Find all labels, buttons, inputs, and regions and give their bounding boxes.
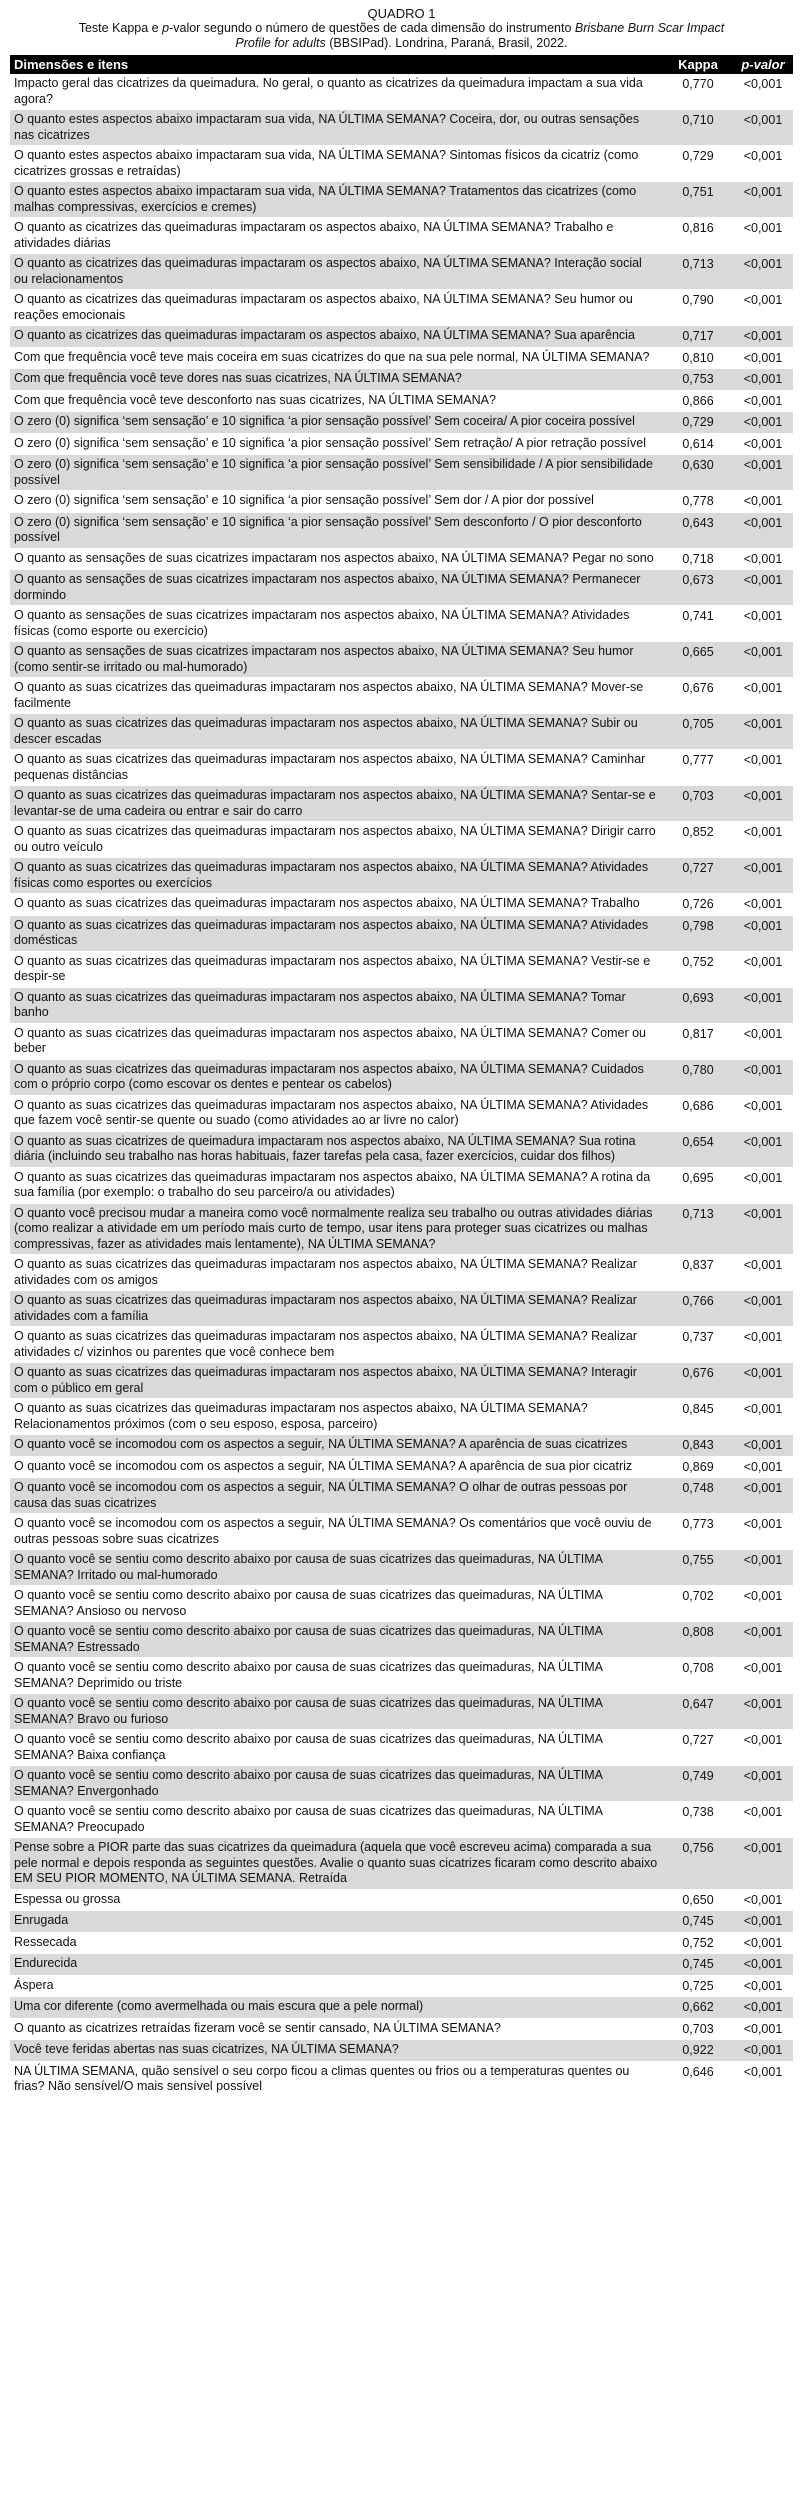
table-row [10,182,793,218]
pvalue-cell: <0,001 [733,1622,793,1658]
pvalue-cell: <0,001 [733,1838,793,1890]
item-cell: O quanto as cicatrizes das queimaduras impactaram os aspectos abaixo, NA ÚLTIMA SEMANA? Trabalho e atividades diárias [10,218,663,254]
kappa-cell: 0,676 [663,678,733,714]
kappa-cell: 0,695 [663,1167,733,1203]
item-cell: Áspera [10,1975,663,1997]
table-row [10,1766,793,1802]
table-row [10,1622,793,1658]
kappa-cell: 0,778 [663,491,733,513]
pvalue-cell: <0,001 [733,110,793,146]
table-row [10,390,793,412]
kappa-cell: 0,713 [663,1203,733,1255]
pvalue-cell: <0,001 [733,548,793,570]
item-cell: O zero (0) significa ‘sem sensação’ e 10 significa ‘a pior sensação possível’ Sem dor / A pior dor possível [10,491,663,513]
pvalue-cell: <0,001 [733,1514,793,1550]
kappa-cell: 0,703 [663,2018,733,2040]
pvalue-cell: <0,001 [733,1059,793,1095]
item-cell: O quanto as suas cicatrizes das queimaduras impactaram nos aspectos abaixo, NA ÚLTIMA SEMANA? Relacionamentos próximos (com o seu esposo, esposa, parceiro) [10,1399,663,1435]
table-row [10,1023,793,1059]
caption-description [10,21,793,51]
kappa-cell: 0,654 [663,1131,733,1167]
item-cell: O quanto as suas cicatrizes das queimaduras impactaram nos aspectos abaixo, NA ÚLTIMA SEMANA? Cuidados com o próprio corpo (como escovar os dentes e pentear os cabelos) [10,1059,663,1095]
table-row [10,1838,793,1890]
item-cell: O quanto as suas cicatrizes das queimaduras impactaram nos aspectos abaixo, NA ÚLTIMA SEMANA? Realizar atividades c/ vizinhos ou parentes que você conhece bem [10,1327,663,1363]
kappa-cell: 0,752 [663,1932,733,1954]
kappa-cell: 0,922 [663,2040,733,2062]
header-kappa: Kappa [663,55,733,74]
kappa-cell: 0,718 [663,548,733,570]
kappa-cell: 0,852 [663,822,733,858]
item-cell: O quanto as sensações de suas cicatrizes impactaram nos aspectos abaixo, NA ÚLTIMA SEMANA? Pegar no sono [10,548,663,570]
kappa-cell: 0,741 [663,606,733,642]
item-cell: O quanto você se sentiu como descrito abaixo por causa de suas cicatrizes das queimaduras, NA ÚLTIMA SEMANA? Envergonhado [10,1766,663,1802]
item-cell: O zero (0) significa ‘sem sensação’ e 10 significa ‘a pior sensação possível’ Sem retração/ A pior retração possível [10,433,663,455]
item-cell: O quanto as sensações de suas cicatrizes impactaram nos aspectos abaixo, NA ÚLTIMA SEMANA? Seu humor (como sentir-se irritado ou mal-humorado) [10,642,663,678]
kappa-cell: 0,673 [663,570,733,606]
item-cell: O quanto as suas cicatrizes das queimaduras impactaram nos aspectos abaixo, NA ÚLTIMA SEMANA? Realizar atividades com a família [10,1291,663,1327]
table-row [10,951,793,987]
pvalue-cell: <0,001 [733,1478,793,1514]
pvalue-cell: <0,001 [733,714,793,750]
kappa-cell: 0,748 [663,1478,733,1514]
table-row [10,1399,793,1435]
kappa-cell: 0,703 [663,786,733,822]
pvalue-cell: <0,001 [733,1023,793,1059]
pvalue-cell: <0,001 [733,1291,793,1327]
kappa-cell: 0,710 [663,110,733,146]
item-cell: O quanto as suas cicatrizes das queimaduras impactaram nos aspectos abaixo, NA ÚLTIMA SEMANA? Atividades físicas como esportes ou exercícios [10,858,663,894]
item-cell: O quanto você se incomodou com os aspectos a seguir, NA ÚLTIMA SEMANA? A aparência de suas cicatrizes [10,1435,663,1457]
kappa-cell: 0,662 [663,1997,733,2019]
table-row [10,822,793,858]
pvalue-cell: <0,001 [733,1550,793,1586]
item-cell: O quanto as suas cicatrizes das queimaduras impactaram nos aspectos abaixo, NA ÚLTIMA SEMANA? Subir ou descer escadas [10,714,663,750]
caption-title: QUADRO 1 [367,6,436,21]
item-cell: NA ÚLTIMA SEMANA, quão sensível o seu corpo ficou a climas quentes ou frios ou a temperaturas quentes ou frias? Não sensível/O mais sensível possível [10,2061,663,2097]
pvalue-cell: <0,001 [733,1730,793,1766]
caption-text: (BBSIPad). Londrina, Paraná, Brasil, 2022. [325,36,568,50]
item-cell: O quanto as suas cicatrizes das queimaduras impactaram nos aspectos abaixo, NA ÚLTIMA SEMANA? Realizar atividades com os amigos [10,1255,663,1291]
pvalue-cell: <0,001 [733,1255,793,1291]
table-row [10,858,793,894]
table-row [10,1291,793,1327]
kappa-cell: 0,749 [663,1766,733,1802]
pvalue-cell: <0,001 [733,1586,793,1622]
kappa-cell: 0,745 [663,1911,733,1933]
item-cell: O quanto você precisou mudar a maneira como você normalmente realiza seu trabalho ou outras atividades diárias (como realizar a atividade em um período mais curto de tempo, usar itens para proteger suas cicatrizes ou malhas compressivas, fazer as atividades mais lentamente), NA ÚLTIMA SEMANA? [10,1203,663,1255]
pvalue-cell: <0,001 [733,951,793,987]
table-row [10,2018,793,2040]
pvalue-cell: <0,001 [733,1399,793,1435]
table-row [10,987,793,1023]
item-cell: Enrugada [10,1911,663,1933]
table-row [10,1658,793,1694]
item-cell: O quanto as suas cicatrizes das queimaduras impactaram nos aspectos abaixo, NA ÚLTIMA SEMANA? Atividades que fazem você sentir-se quente ou suado (como atividades ao ar livre no calor) [10,1095,663,1131]
caption-text-italic: p [162,21,170,35]
pvalue-cell: <0,001 [733,1889,793,1911]
pvalue-cell: <0,001 [733,182,793,218]
pvalue-cell: <0,001 [733,894,793,916]
caption-text-italic: Brisbane Burn Scar Impact [574,21,725,35]
pvalue-cell: <0,001 [733,1363,793,1399]
item-cell: O zero (0) significa ‘sem sensação’ e 10 significa ‘a pior sensação possível’ Sem desconforto / O pior desconforto possível [10,512,663,548]
table-row [10,1363,793,1399]
item-cell: O quanto estes aspectos abaixo impactaram sua vida, NA ÚLTIMA SEMANA? Coceira, dor, ou outras sensações nas cicatrizes [10,110,663,146]
caption-text: -valor segundo o número de questões de cada dimensão do instrumento [169,21,575,35]
pvalue-cell: <0,001 [733,2018,793,2040]
pvalue-cell: <0,001 [733,1658,793,1694]
pvalue-cell: <0,001 [733,146,793,182]
kappa-cell: 0,773 [663,1514,733,1550]
table-row [10,218,793,254]
item-cell: Endurecida [10,1954,663,1976]
kappa-cell: 0,845 [663,1399,733,1435]
table-row [10,1694,793,1730]
kappa-cell: 0,808 [663,1622,733,1658]
pvalue-cell: <0,001 [733,455,793,491]
item-cell: O quanto as suas cicatrizes das queimaduras impactaram nos aspectos abaixo, NA ÚLTIMA SEMANA? Interagir com o público em geral [10,1363,663,1399]
kappa-cell: 0,869 [663,1456,733,1478]
table-row [10,1435,793,1457]
kappa-cell: 0,766 [663,1291,733,1327]
kappa-cell: 0,725 [663,1975,733,1997]
item-cell: O quanto as cicatrizes das queimaduras impactaram os aspectos abaixo, NA ÚLTIMA SEMANA? Interação social ou relacionamentos [10,254,663,290]
item-cell: Impacto geral das cicatrizes da queimadura. No geral, o quanto as cicatrizes da queimadura impactam a sua vida agora? [10,74,663,110]
item-cell: O quanto as suas cicatrizes das queimaduras impactaram nos aspectos abaixo, NA ÚLTIMA SEMANA? Dirigir carro ou outro veículo [10,822,663,858]
table-row [10,1095,793,1131]
item-cell: O quanto você se sentiu como descrito abaixo por causa de suas cicatrizes das queimaduras, NA ÚLTIMA SEMANA? Deprimido ou triste [10,1658,663,1694]
item-cell: O quanto as suas cicatrizes das queimaduras impactaram nos aspectos abaixo, NA ÚLTIMA SEMANA? Comer ou beber [10,1023,663,1059]
item-cell: O zero (0) significa ‘sem sensação’ e 10 significa ‘a pior sensação possível’ Sem coceira/ A pior coceira possível [10,412,663,434]
pvalue-cell: <0,001 [733,491,793,513]
item-cell: O quanto as suas cicatrizes das queimaduras impactaram nos aspectos abaixo, NA ÚLTIMA SEMANA? Mover-se facilmente [10,678,663,714]
table-row [10,1586,793,1622]
pvalue-cell: <0,001 [733,1131,793,1167]
table-row [10,1131,793,1167]
table-row [10,786,793,822]
table-row [10,512,793,548]
kappa-cell: 0,676 [663,1363,733,1399]
table-row [10,369,793,391]
table-row [10,326,793,348]
item-cell: Você teve feridas abertas nas suas cicatrizes, NA ÚLTIMA SEMANA? [10,2040,663,2062]
item-cell: O quanto você se sentiu como descrito abaixo por causa de suas cicatrizes das queimaduras, NA ÚLTIMA SEMANA? Bravo ou furioso [10,1694,663,1730]
caption-text-italic: Profile for adults [235,36,326,50]
kappa-cell: 0,843 [663,1435,733,1457]
table-row [10,1550,793,1586]
item-cell: O quanto você se sentiu como descrito abaixo por causa de suas cicatrizes das queimaduras, NA ÚLTIMA SEMANA? Ansioso ou nervoso [10,1586,663,1622]
pvalue-cell: <0,001 [733,326,793,348]
item-cell: O quanto as suas cicatrizes das queimaduras impactaram nos aspectos abaixo, NA ÚLTIMA SEMANA? Sentar-se e levantar-se de uma cadeira ou entrar e sair do carro [10,786,663,822]
kappa-table [10,55,793,2098]
pvalue-cell: <0,001 [733,1997,793,2019]
kappa-cell: 0,810 [663,347,733,369]
pvalue-cell: <0,001 [733,347,793,369]
table-row [10,1889,793,1911]
pvalue-cell: <0,001 [733,254,793,290]
pvalue-cell: <0,001 [733,412,793,434]
pvalue-cell: <0,001 [733,290,793,326]
item-cell: O quanto as suas cicatrizes das queimaduras impactaram nos aspectos abaixo, NA ÚLTIMA SEMANA? Caminhar pequenas distâncias [10,750,663,786]
pvalue-cell: <0,001 [733,678,793,714]
kappa-cell: 0,798 [663,915,733,951]
table-row [10,412,793,434]
table-row [10,1911,793,1933]
item-cell: O quanto você se incomodou com os aspectos a seguir, NA ÚLTIMA SEMANA? A aparência de sua pior cicatriz [10,1456,663,1478]
kappa-cell: 0,643 [663,512,733,548]
caption-text: Teste Kappa e [78,21,163,35]
pvalue-cell: <0,001 [733,1456,793,1478]
table-row [10,750,793,786]
kappa-cell: 0,816 [663,218,733,254]
item-cell: O quanto as suas cicatrizes das queimaduras impactaram nos aspectos abaixo, NA ÚLTIMA SEMANA? Vestir-se e despir-se [10,951,663,987]
table-row [10,1203,793,1255]
item-cell: O quanto estes aspectos abaixo impactaram sua vida, NA ÚLTIMA SEMANA? Sintomas físicos da cicatriz (como cicatrizes grossas e retraídas) [10,146,663,182]
table-row [10,491,793,513]
table-row [10,1997,793,2019]
pvalue-cell: <0,001 [733,512,793,548]
kappa-cell: 0,693 [663,987,733,1023]
pvalue-cell: <0,001 [733,369,793,391]
table-caption [10,6,793,51]
table-row [10,714,793,750]
kappa-cell: 0,780 [663,1059,733,1095]
kappa-cell: 0,702 [663,1586,733,1622]
item-cell: O quanto as suas cicatrizes de queimadura impactaram nos aspectos abaixo, NA ÚLTIMA SEMANA? Sua rotina diária (incluindo seu trabalho nas horas habituais, fazer tarefas pela casa, fazer exercícios, cuidar dos filhos) [10,1131,663,1167]
pvalue-cell: <0,001 [733,433,793,455]
table-row [10,455,793,491]
item-cell: O quanto as sensações de suas cicatrizes impactaram nos aspectos abaixo, NA ÚLTIMA SEMANA? Atividades físicas (como esporte ou exercício) [10,606,663,642]
table-row [10,74,793,110]
item-cell: O zero (0) significa ‘sem sensação’ e 10 significa ‘a pior sensação possível’ Sem sensibilidade / A pior sensibilidade possível [10,455,663,491]
table-row [10,1059,793,1095]
item-cell: Espessa ou grossa [10,1889,663,1911]
pvalue-cell: <0,001 [733,915,793,951]
header-items: Dimensões e itens [10,55,663,74]
kappa-cell: 0,770 [663,74,733,110]
kappa-cell: 0,646 [663,2061,733,2097]
table-row [10,1975,793,1997]
kappa-cell: 0,726 [663,894,733,916]
item-cell: Com que frequência você teve dores nas suas cicatrizes, NA ÚLTIMA SEMANA? [10,369,663,391]
table-row [10,290,793,326]
pvalue-cell: <0,001 [733,1975,793,1997]
kappa-cell: 0,737 [663,1327,733,1363]
pvalue-cell: <0,001 [733,786,793,822]
item-cell: O quanto você se sentiu como descrito abaixo por causa de suas cicatrizes das queimaduras, NA ÚLTIMA SEMANA? Irritado ou mal-humorado [10,1550,663,1586]
item-cell: O quanto as cicatrizes das queimaduras impactaram os aspectos abaixo, NA ÚLTIMA SEMANA? Seu humor ou reações emocionais [10,290,663,326]
kappa-cell: 0,650 [663,1889,733,1911]
item-cell: O quanto você se sentiu como descrito abaixo por causa de suas cicatrizes das queimaduras, NA ÚLTIMA SEMANA? Baixa confiança [10,1730,663,1766]
pvalue-cell: <0,001 [733,1327,793,1363]
table-row [10,1255,793,1291]
kappa-cell: 0,705 [663,714,733,750]
item-cell: Uma cor diferente (como avermelhada ou mais escura que a pele normal) [10,1997,663,2019]
kappa-cell: 0,752 [663,951,733,987]
pvalue-cell: <0,001 [733,858,793,894]
kappa-cell: 0,866 [663,390,733,412]
pvalue-cell: <0,001 [733,1435,793,1457]
kappa-cell: 0,837 [663,1255,733,1291]
item-cell: O quanto as suas cicatrizes das queimaduras impactaram nos aspectos abaixo, NA ÚLTIMA SEMANA? Atividades domésticas [10,915,663,951]
item-cell: Com que frequência você teve mais coceira em suas cicatrizes do que na sua pele normal, NA ÚLTIMA SEMANA? [10,347,663,369]
kappa-cell: 0,790 [663,290,733,326]
table-row [10,1730,793,1766]
item-cell: O quanto as sensações de suas cicatrizes impactaram nos aspectos abaixo, NA ÚLTIMA SEMANA? Permanecer dormindo [10,570,663,606]
table-row [10,2040,793,2062]
item-cell: Pense sobre a PIOR parte das suas cicatrizes da queimadura (aquela que você escreveu acima) comparada a sua pele normal e depois responda as seguintes questões. Avalie o quanto suas cicatrizes ficaram como descrito abaixo EM SEU PIOR MOMENTO, NA ÚLTIMA SEMANA. Retraída [10,1838,663,1890]
kappa-cell: 0,751 [663,182,733,218]
kappa-cell: 0,686 [663,1095,733,1131]
pvalue-cell: <0,001 [733,1167,793,1203]
item-cell: O quanto as suas cicatrizes das queimaduras impactaram nos aspectos abaixo, NA ÚLTIMA SEMANA? Trabalho [10,894,663,916]
kappa-cell: 0,647 [663,1694,733,1730]
kappa-cell: 0,817 [663,1023,733,1059]
table-row [10,1954,793,1976]
table-row [10,570,793,606]
table-row [10,2061,793,2097]
table-row [10,254,793,290]
table-row [10,1478,793,1514]
table-row [10,347,793,369]
pvalue-cell: <0,001 [733,2040,793,2062]
kappa-cell: 0,665 [663,642,733,678]
table-row [10,1802,793,1838]
table-row [10,548,793,570]
table-row [10,642,793,678]
pvalue-cell: <0,001 [733,1911,793,1933]
item-cell: O quanto as suas cicatrizes das queimaduras impactaram nos aspectos abaixo, NA ÚLTIMA SEMANA? Tomar banho [10,987,663,1023]
pvalue-cell: <0,001 [733,642,793,678]
item-cell: O quanto você se sentiu como descrito abaixo por causa de suas cicatrizes das queimaduras, NA ÚLTIMA SEMANA? Estressado [10,1622,663,1658]
pvalue-cell: <0,001 [733,570,793,606]
table-row [10,915,793,951]
pvalue-cell: <0,001 [733,2061,793,2097]
table-row [10,1514,793,1550]
table-row [10,678,793,714]
table-row [10,110,793,146]
item-cell: O quanto você se sentiu como descrito abaixo por causa de suas cicatrizes das queimaduras, NA ÚLTIMA SEMANA? Preocupado [10,1802,663,1838]
header-pvalue-text: p-valor [741,57,785,72]
kappa-cell: 0,738 [663,1802,733,1838]
pvalue-cell: <0,001 [733,606,793,642]
table-row [10,433,793,455]
item-cell: O quanto as cicatrizes retraídas fizeram você se sentir cansado, NA ÚLTIMA SEMANA? [10,2018,663,2040]
item-cell: Com que frequência você teve desconforto nas suas cicatrizes, NA ÚLTIMA SEMANA? [10,390,663,412]
table-body [10,74,793,2097]
table-row [10,1456,793,1478]
table-row [10,1932,793,1954]
pvalue-cell: <0,001 [733,750,793,786]
kappa-cell: 0,745 [663,1954,733,1976]
kappa-cell: 0,727 [663,858,733,894]
kappa-cell: 0,717 [663,326,733,348]
pvalue-cell: <0,001 [733,1095,793,1131]
pvalue-cell: <0,001 [733,1802,793,1838]
pvalue-cell: <0,001 [733,218,793,254]
table-row [10,606,793,642]
table-row [10,146,793,182]
pvalue-cell: <0,001 [733,822,793,858]
kappa-cell: 0,777 [663,750,733,786]
pvalue-cell: <0,001 [733,987,793,1023]
kappa-cell: 0,727 [663,1730,733,1766]
kappa-cell: 0,753 [663,369,733,391]
pvalue-cell: <0,001 [733,1694,793,1730]
kappa-cell: 0,713 [663,254,733,290]
item-cell: O quanto as cicatrizes das queimaduras impactaram os aspectos abaixo, NA ÚLTIMA SEMANA? Sua aparência [10,326,663,348]
table-row [10,894,793,916]
pvalue-cell: <0,001 [733,1203,793,1255]
pvalue-cell: <0,001 [733,1766,793,1802]
kappa-cell: 0,729 [663,412,733,434]
pvalue-cell: <0,001 [733,390,793,412]
table-row [10,1327,793,1363]
kappa-cell: 0,614 [663,433,733,455]
item-cell: O quanto as suas cicatrizes das queimaduras impactaram nos aspectos abaixo, NA ÚLTIMA SEMANA? A rotina da sua família (por exemplo: o trabalho do seu parceiro/a ou atividades) [10,1167,663,1203]
item-cell: O quanto você se incomodou com os aspectos a seguir, NA ÚLTIMA SEMANA? Os comentários que você ouviu de outras pessoas sobre suas cicatrizes [10,1514,663,1550]
kappa-cell: 0,729 [663,146,733,182]
kappa-cell: 0,755 [663,1550,733,1586]
header-pvalue [733,55,793,74]
kappa-cell: 0,630 [663,455,733,491]
table-row [10,1167,793,1203]
item-cell: Ressecada [10,1932,663,1954]
kappa-cell: 0,756 [663,1838,733,1890]
kappa-cell: 0,708 [663,1658,733,1694]
pvalue-cell: <0,001 [733,1932,793,1954]
pvalue-cell: <0,001 [733,1954,793,1976]
pvalue-cell: <0,001 [733,74,793,110]
table-header-row [10,55,793,74]
item-cell: O quanto você se incomodou com os aspectos a seguir, NA ÚLTIMA SEMANA? O olhar de outras pessoas por causa das suas cicatrizes [10,1478,663,1514]
item-cell: O quanto estes aspectos abaixo impactaram sua vida, NA ÚLTIMA SEMANA? Tratamentos das cicatrizes (como malhas compressivas, exercícios e cremes) [10,182,663,218]
